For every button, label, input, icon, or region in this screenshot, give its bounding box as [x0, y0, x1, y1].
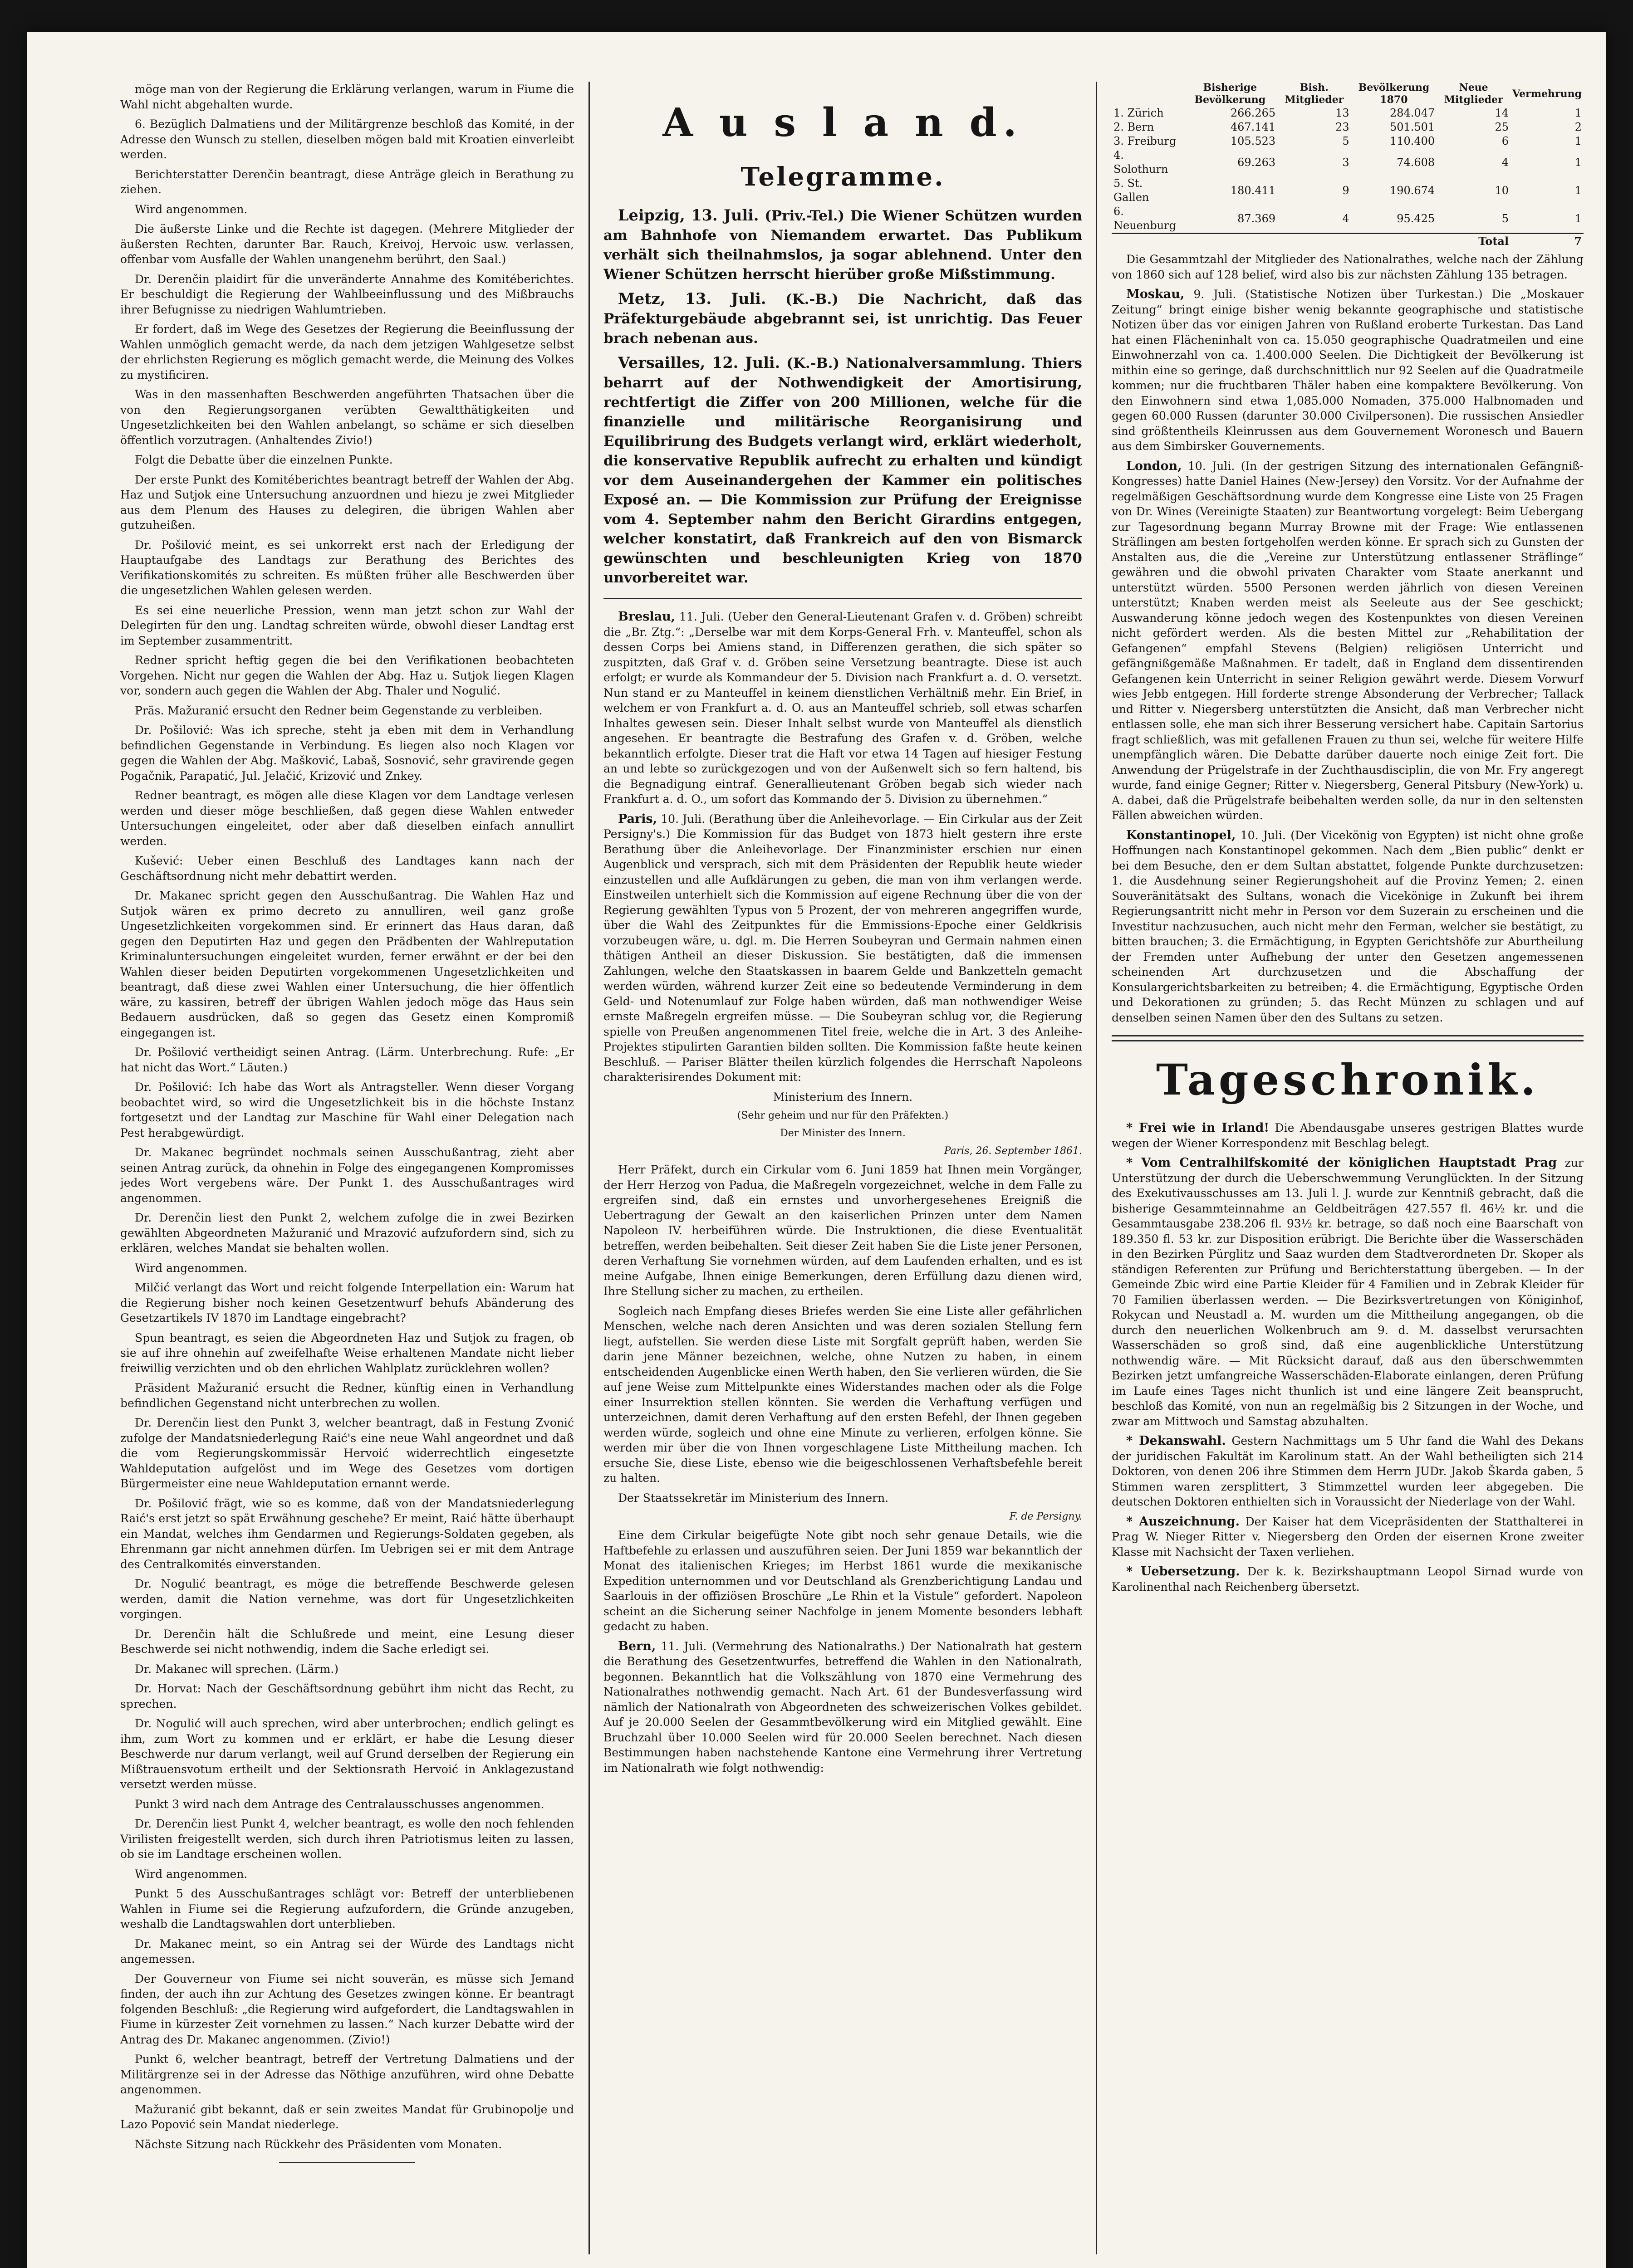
news-lead: * Uebersetzung. [1126, 1564, 1240, 1579]
report-paragraph: Dr. Derenčin liest Punkt 4, welcher beantragt, es wolle den noch fehlenden Virilisten freigestellt werden, sich durch ihren Patriotismus leiten zu lassen, ob sie im Landtage erscheinen wollen. [120, 1817, 574, 1861]
table-header: Bevölkerung 1870 [1358, 82, 1430, 106]
report-paragraph: Dr. Horvat: Nach der Geschäftsordnung gebührt ihm nicht das Recht, zu sprechen. [120, 1682, 574, 1711]
report-paragraph: Redner spricht heftig gegen die bei den Verifikationen beobachteten Vorgehen. Nicht nur gegen die Wahlen der Abg. Haz u. Sutjok liegen Klagen vor, sondern auch gegen die Wahlen der Abg. Thaler und Nogulić. [120, 654, 574, 697]
report-paragraph: Wird angenommen. [135, 202, 248, 216]
table-cell: 5. St. Gallen [1113, 177, 1149, 204]
table-cell: 4 [1342, 212, 1349, 225]
table-row [1112, 148, 1584, 176]
news-text: Die Abendausgabe unseres gestrigen Blattes wurde wegen der Wiener Korrespondenz mit Beschlag belegt. [1112, 1121, 1584, 1150]
table-cell: 180.411 [1230, 184, 1276, 197]
report-paragraph: Milčić verlangt das Wort und reicht folgende Interpellation ein: Warum hat die Regierung bisher noch keinen Gesetzentwurf behufs Abänderung des Gesetzartikels IV 1870 im Landtage eingebracht? [120, 1281, 574, 1325]
document-paragraph: Sogleich nach Empfang dieses Briefes werden Sie eine Liste aller gefährlichen Menschen, welche nach deren Ansichten und was deren sozialen Stellung fern liegt, aufstellen. Sie werden diese Liste mit Sorgfalt geprüft haben, werden Sie darin jene Männer bezeichnen, welche, ohne Nutzen zu haben, in einem entscheidenden Augenblicke einen Werth haben, den Sie verlieren würden, die Sie auf jene Weise zum Mittelpunkte eines Widerstandes machen oder als die Folge einer Insurrektion stellen könnten. Sie werden die Verhaftung verfügen und unterzeichnen, damit deren Verhaftung auf den ersten Befehl, der Ihnen gegeben werden würde, sogleich und ohne eine Minute zu verlieren, erfolgen könne. Sie werden mir über die von Ihnen vorgeschlagene Liste Mittheilung machen. Ich ersuche Sie, diese Liste, ebenso wie die beigeschlossenen Verhaftsbefehle bereit zu halten. [603, 1304, 1082, 1485]
foreign-news [603, 609, 1082, 1085]
table-cell [1277, 234, 1351, 249]
table-cell: 1 [1574, 107, 1582, 119]
table-cell: 2 [1574, 121, 1582, 133]
column-middle [603, 82, 1082, 2268]
report-paragraph: Dr. Pošilović: Was ich spreche, steht ja eben mit dem in Verhandlung befindlichen Gegenstande in Verbindung. Es liegen also noch Klagen vor gegen die Wahlen der Abg. Mašković, Labaš, Sosnović, sehr gravirende gegen Pogačnik, Parapatić, Jul. Jelačić, Krizović und Znkey. [120, 723, 574, 782]
column-rule [1096, 82, 1097, 2254]
table-cell: 501.501 [1389, 121, 1435, 133]
report-paragraph: Redner beantragt, es mögen alle diese Klagen vor dem Landtage verlesen werden und dieser möge beschließen, daß gegen diese Wahlen entweder Untersuchungen eingeleitet, oder aber daß dieselben einfach annullirt werden. [120, 789, 574, 848]
table-total-value: 7 [1510, 234, 1584, 249]
report-paragraph: Was in den massenhaften Beschwerden angeführten Thatsachen über die von den Regierungsorganen verübten Gewaltthätigkeiten und Ungesetzlichkeiten bei den Wahlen anbelangt, so schäme er sich dieselben öffentlich vorzutragen. (Anhaltendes Zivio!) [120, 388, 574, 447]
table-cell: 1 [1574, 184, 1582, 197]
news-text: zur Unterstützung der durch die Ueberschwemmung Verunglückten. In der Sitzung des Exekutivausschusses am 13. Juli l. J. wurde zur Kenntniß gebracht, daß die bisherige Gesammteinnahme an Geldbeiträgen 427.557 fl. 46½ kr. und die Gesammtausgabe 238.206 fl. 93½ kr. betrage, so daß noch eine Baarschaft von 189.350 fl. 53 kr. zur Disposition erübrigt. Die Berichte über die Wasserschäden in den Bezirken Pürglitz und Saaz wurden dem Stadtverordneten Dr. Skoper als ständigen Referenten zur Prüfung und Berichterstattung übergeben. — In der Gemeinde Zbic wird eine Partie Kleider für 4 Familien und in Zebrak Kleider für 70 Familien überlassen werden. — Die Bezirksvertretungen von Königinhof, Rokycan und Neustadl a. M. wurden um die Mittheilung angegangen, ob die durch den neuerlichen Wolkenbruch am 9. d. M. dasselbst verursachten Wasserschäden so groß sind, daß eine augenblickliche Unterstützung nothwendig wäre. — Mit Rücksicht darauf, daß aus den überschwemmten Bezirken jetzt umfangreiche Wasserschäden-Elaborate einlangen, deren Prüfung im Laufe eines Tages nicht thunlich ist und eine längere Zeit beansprucht, beschloß das Komité, von nun an regelmäßig bis 2 Sitzungen in der Woche, und zwar am Mittwoch und Samstag abzuhalten. [1112, 1156, 1584, 1428]
document-subtitle-2: Der Minister des Innern. [780, 1128, 906, 1139]
table-cell: 13 [1335, 107, 1349, 119]
report-paragraph: Dr. Derenčin liest den Punkt 3, welcher beantragt, daß in Festung Zvonić zufolge der Mandatsniederlegung Raić's eine neue Wahl angeordnet und daß die vom Regierungskommissär Hervoić widerrechtlich eingesetzte Wahldeputation aufgelöst und im Wege des Gesetzes vom dortigen Bürgermeister eine neue Wahldeputation ernannt werde. [120, 1416, 574, 1490]
table-cell: 23 [1335, 121, 1349, 133]
document-paragraph: Herr Präfekt, durch ein Cirkular vom 6. Juni 1859 hat Ihnen mein Vorgänger, der Herr Herzog von Padua, die Maßregeln vorgezeichnet, welche in dem Falle zu ergreifen sind, daß ein ernstes und unvorhergesehenes Ereigniß die Uebertragung der Gewalt an den kaiserlichen Prinzen unter dem Namen Napoleon IV. herbeiführen würde. Die Instruktionen, die diese Eventualität betreffen, werden beibehalten. Seit dieser Zeit haben Sie die Liste jener Personen, deren Verhaftung Sie vornehmen würden, auf dem Laufenden erhalten, und es ist meine Aufgabe, Ihnen einige Bemerkungen, deren Erfüllung dazu dienen wird, Ihre Stellung sicher zu machen, zu ertheilen. [603, 1163, 1082, 1298]
table-total-row [1112, 234, 1584, 249]
table-header: Bisherige Bevölkerung [1194, 82, 1266, 106]
news-text: 11. Juli. (Vermehrung des Nationalraths.) Der Nationalrath hat gestern die Berathung des Gesetzentwurfes, betreffend die Wahlen in den Nationalrath, begonnen. Bekanntlich hat die Volkszählung von 1870 eine Vermehrung des Nationalrathes nothwendig gemacht. Nach Art. 61 der Bundesverfassung wird nämlich der Nationalrath von Abgeordneten des schweizerischen Volkes gebildet. Auf je 20.000 Seelen der Gesammtbevölkerung wird ein Mitglied gewählt. Eine Bruchzahl über 10.000 Seelen wird für 20.000 Seelen berechnet. Nach diesen Bestimmungen haben nachstehende Kantone eine Vermehrung ihrer Vertretung im Nationalrath wie folgt nothwendig: [603, 1639, 1082, 1774]
table-cell: 14 [1495, 107, 1509, 119]
table-cell: 4. Solothurn [1113, 149, 1168, 176]
table-cell: 190.674 [1389, 184, 1435, 197]
section-title-ausland: A u s l a n d. [662, 100, 1023, 146]
table-cell: 467.141 [1230, 121, 1276, 133]
table-cell [1183, 234, 1278, 249]
report-paragraph: Wird angenommen. [135, 1867, 248, 1881]
document-paragraph: Der Staatssekretär im Ministerium des Innern. [618, 1491, 889, 1505]
report-paragraph: Dr. Makanec spricht gegen den Ausschußantrag. Die Wahlen Haz und Sutjok wären ex primo decreto zu annulliren, weil ganz große Ungesetzlichkeiten vorgekommen sind. Er erinnert das Haus daran, daß gegen den Deputirten Haz und gegen den Prädbenten der Wahlreputation Kriminaluntersuchungen eingeleitet wurden, ferner erwähnt er der bei den Wahlen dieser beiden Deputirten vorgekommenen Ungesetzlichkeiten und beantragt, daß diese zwei Wahlen einer Untersuchung, die hier öffentlich wäre, zu kassiren, betreff der übrigen Wahlen jedoch möge das Haus sein Bedauern ausdrücken, daß so gegen das Gesetz einen Kompromiß eingegangen ist. [120, 889, 574, 1039]
report-paragraph: Mažuranić gibt bekannt, daß er sein zweites Mandat für Grubinopolje und Lazo Popović sein Mandat niederlege. [120, 2102, 574, 2131]
divider [603, 598, 1082, 599]
table-cell: 1 [1574, 135, 1582, 147]
news-text: (K.-B.) Die Nachricht, daß das Präfekturgebäude abgebrannt sei, ist unrichtig. Das Feuer brach nebenan aus. [603, 291, 1082, 347]
double-divider [1112, 1035, 1584, 1041]
chronicle-item [1112, 1120, 1584, 1151]
report-paragraph: Die äußerste Linke und die Rechte ist dagegen. (Mehrere Mitglieder der äußersten Rechten, darunter Bar. Rauch, Kreivoj, Hervoic usw. verlassen, offenbar vom Ausfalle der Wahlen unangenehm berührt, den Saal.) [120, 222, 574, 266]
daily-chronicle [1112, 1120, 1584, 1594]
news-paragraph: Eine dem Cirkular beigefügte Note gibt noch sehr genaue Details, wie die Haftbefehle zu erlassen und auszuführen seien. Der Juni 1859 war bekanntlich der Monat des italienischen Krieges; im Herbst 1861 wurde die mexikanische Expedition unternommen und vor Deutschland als Grenzberichtigung Landau und Saarlouis in der offiziösen Broschüre „Le Rhin et la Vistule“ gefordert. Napoleon scheint an die Sicherung seiner Nachfolge in jenem Momente besonders lebhaft gedacht zu haben. [603, 1529, 1082, 1633]
document-comment [603, 1528, 1082, 1634]
news-lead: * Frei wie in Irland! [1126, 1121, 1270, 1135]
table-cell [1112, 234, 1183, 249]
news-item-bern [603, 1639, 1082, 1776]
table-cell: 284.047 [1389, 107, 1435, 119]
table-row [1112, 176, 1584, 205]
table-cell [1351, 234, 1437, 249]
table-note [1112, 252, 1584, 282]
table-cell: 1 [1574, 212, 1582, 225]
report-paragraph: Kušević: Ueber einen Beschluß des Landtages kann nach der Geschäftsordnung nicht mehr debattirt werden. [120, 854, 574, 883]
document-body [603, 1162, 1082, 1505]
news-lead: * Dekanswahl. [1126, 1434, 1226, 1448]
foreign-news-continued [1112, 287, 1584, 1025]
news-text: Der k. k. Bezirkshauptmann Leopol Sirnad wurde von Karolinenthal nach Reichenberg übersetzt. [1112, 1565, 1584, 1593]
news-text: 10. Juli. (Der Vicekönig von Egypten) ist nicht ohne große Hoffnungen nach Konstantinopel gekommen. Nach dem „Bien public“ denkt er bei dem Besuche, den er dem Sultan abstattet, folgende Punkte durchzusetzen: 1. die Ausdehnung seiner Regierungshoheit auf die Provinz Yemen; 2. einen Souveränitätsakt des Sultans, wonach die Vicekönige in Zukunft bei ihrem Regierungsantritt nicht mehr in Person vor dem Suzerain zu erscheinen und die Investitur nachzusuchen, auch nicht mehr den Ferman, welcher sie bestätigt, zu bitten brauchen; 3. die Ermächtigung, in Egypten Gerichtshöfe zur Aburtheilung der Fremden unter Aufhebung der unter den Gesetzen angemessenen scheinenden Art durchzusetzen und die Abschaffung der Konsulargerichtsbarkeiten zu betreiben; 4. die Ermächtigung, Egyptische Orden und Dekorationen zu gründen; 5. das Recht Münzen zu schlagen und auf denselben seinen Namen über den des Sultans zu setzen. [1112, 828, 1584, 1024]
report-paragraph: Dr. Makanec meint, so ein Antrag sei der Würde des Landtags nicht angemessen. [120, 1937, 574, 1965]
table-cell: 9 [1342, 184, 1349, 197]
table-cell: 5 [1342, 135, 1349, 147]
news-lead: Bern, [618, 1639, 656, 1653]
news-lead: Paris, [618, 811, 657, 826]
news-lead: * Auszeichnung. [1126, 1514, 1240, 1529]
report-paragraph: möge man von der Regierung die Erklärung verlangen, warum in Fiume die Wahl nicht abgehalten wurde. [120, 83, 574, 111]
table-cell: 2. Bern [1113, 121, 1154, 133]
table-header [1112, 82, 1183, 106]
report-paragraph: Dr. Pošilović frägt, wie so es komme, daß von der Mandatsniederlegung Raić's erst jetzt so spät Erwähnung geschehe? Er meint, Raić hätte überhaupt ein Mandat, welches ihm Gendarmen und Regierungs-Soldaten gegeben, als Ehrenmann gar nicht annehmen dürfen. Im Uebrigen sei er mit dem Antrage des Centralkomités einverstanden. [120, 1496, 574, 1571]
report-paragraph: Präsident Mažuranić ersucht die Redner, künftig einen in Verhandlung befindlichen Gegenstand nicht unterbrechen zu wollen. [120, 1381, 574, 1410]
report-paragraph: Dr. Makanec will sprechen. (Lärm.) [135, 1662, 338, 1676]
news-lead: Metz, 13. Juli. [618, 290, 766, 308]
table-cell: 105.523 [1230, 135, 1276, 147]
news-item [1112, 287, 1584, 454]
news-paragraph: Die Gesammtzahl der Mitglieder des Nationalrathes, welche nach der Zählung von 1860 sich auf 128 belief, wird also bis zur nächsten Zählung 135 betragen. [1112, 253, 1584, 281]
news-lead: Breslau, [618, 610, 676, 624]
column-left [120, 82, 574, 2268]
table-cell: 74.608 [1397, 156, 1435, 169]
report-paragraph: Punkt 6, welcher beantragt, betreff der Vertretung Dalmatiens und der Militärgrenze sei in der Adresse das Nöthige anzuführen, wird ohne Debatte angenommen. [120, 2053, 574, 2096]
end-rule [279, 2162, 415, 2163]
table-header: Bish. Mitglieder [1285, 82, 1344, 106]
news-lead: * Vom Centralhilfskomité der königlichen Hauptstadt Prag [1126, 1156, 1557, 1170]
table-row [1112, 106, 1584, 120]
report-paragraph: Dr. Derenčin liest den Punkt 2, welchem zufolge die in zwei Bezirken gewählten Abgeordneten Mažuranić und Mrazović aufzufordern sind, sich zu erklären, welches Mandat sie behalten wollen. [120, 1211, 574, 1255]
table-cell: 10 [1495, 184, 1509, 197]
table-cell: 3 [1342, 156, 1349, 169]
news-text: (Priv.-Tel.) Die Wiener Schützen wurden am Bahnhofe von Niemandem erwartet. Das Publikum verhält sich theilnahmslos, ja sogar ablehnend. Unter den Wiener Schützen herrscht hierüber große Mißstimmung. [603, 208, 1082, 283]
telegram-item [603, 205, 1082, 284]
news-text: (K.-B.) Nationalversammlung. Thiers beharrt auf der Nothwendigkeit der Amortisirung, rechtfertigt die Ziffer von 200 Millionen, welche für die finanzielle und militärische Reorganisirung und Equilibrirung des Budgets verlangt wird, erklärt wiederholt, die konservative Republik aufrecht zu erhalten und kündigt vor dem Auseinandergehen der Kammer ein politisches Exposé an. — Die Kommission zur Prüfung der Ereignisse vom 4. September nahm den Bericht Girardins entgegen, welcher konstatirt, daß Frankreich auf den von Bismarck gewünschten und beschleunigten Krieg von 1870 unvorbereitet war. [603, 355, 1082, 586]
news-text: 11. Juli. (Ueber den General-Lieutenant Grafen v. d. Gröben) schreibt die „Br. Ztg.“: „Derselbe war mit dem Korps-General Frh. v. Manteuffel, schon als dessen Corps bei Amiens stand, in Differenzen gerathen, die sich später so zuspitzten, daß Graf v. d. Gröben seine Versetzung beantragte. Diese ist auch erfolgt; er wurde als Kommandeur der 5. Division nach Frankfurt a. d. O. versetzt. Nun stand er zu Manteuffel in keinem dienstlichen Verhältniß mehr. Ein Brief, in welchem er von Frankfurt a. d. O. aus an Manteuffel schrieb, soll etwas scharfen Inhaltes gewesen sein. Dieser Inhalt selbst wurde von Manteuffel als dienstlich angesehen. Er beantragte die Bestrafung des Grafen v. d. Gröben, welche bekanntlich erfolgte. Dieser trat die Haft vor etwa 14 Tagen auf hiesiger Festung an und lebte so zurückgezogen und von der Außenwelt sich so fern haltend, bis die Begnadigung eintraf. Generallieutenant Gröben begab sich wieder nach Frankfurt a. d. O., um sofort das Kommando der 5. Division zu übernehmen.“ [603, 610, 1082, 806]
report-paragraph: Berichterstatter Derenčin beantragt, diese Anträge gleich in Berathung zu ziehen. [120, 167, 574, 196]
document-subtitle: (Sehr geheim und nur für den Präfekten.) [737, 1110, 949, 1121]
table-cell: 87.369 [1237, 212, 1276, 225]
news-text: 9. Juli. (Statistische Notizen über Turkestan.) Die „Moskauer Zeitung“ bringt einige bisher wenig bekannte geographische und statistische Notizen über das vor einigen Jahren von Rußland eroberte Turkestan. Das Land hat einen Flächeninhalt von ca. 15.050 geographische Quadratmeilen und eine Einwohnerzahl von ca. 1.400.000 Seelen. Die Dichtigkeit der Bevölkerung ist mithin eine so geringe, daß durchschnittlich nur 92 Seelen auf die Quadratmeile kommen; nur die fruchtbaren Thäler haben eine kompaktere Bevölkerung. Von den Einwohnern sind etwa 1,085.000 Nomaden, 375.000 Halbnomaden und gegen 60.000 Russen (darunter 30.000 Civilpersonen). Die russischen Ansiedler sind größtentheils Kleinrussen aus dem Gouvernement Woronesch und Bauern aus dem Simbirsker Gouvernements. [1112, 288, 1584, 453]
table-cell: 3. Freiburg [1113, 135, 1177, 147]
report-paragraph: Dr. Nogulić beantragt, es möge die betreffende Beschwerde gelesen werden, damit die Nation vernehme, was dort für Ungesetzlichkeiten vorgingen. [120, 1577, 574, 1621]
report-paragraph: Punkt 3 wird nach dem Antrage des Centralausschusses angenommen. [135, 1797, 544, 1811]
nationalrat-table [1112, 82, 1584, 248]
document-header: Ministerium des Innern. [773, 1090, 913, 1104]
chronicle-item [1112, 1514, 1584, 1560]
landtag-report [120, 82, 574, 2152]
report-paragraph: Wird angenommen. [135, 1261, 248, 1275]
news-lead: Versailles, 12. Juli. [618, 354, 780, 371]
report-paragraph: Folgt die Debatte über die einzelnen Punkte. [135, 453, 393, 466]
table-cell: 95.425 [1397, 212, 1435, 225]
report-paragraph: Dr. Derenčin plaidirt für die unveränderte Annahme des Komitéberichtes. Er beschuldigt die Regierung der Wahlbeeinflussung und des Mißbrauchs ihrer Befugnisse zu niedrigen Wahlumtrieben. [120, 272, 574, 316]
table-cell: 6 [1501, 135, 1509, 147]
document-signature: F. de Persigny. [1009, 1511, 1082, 1522]
news-lead: Moskau, [1126, 287, 1185, 301]
news-lead: London, [1126, 459, 1182, 473]
report-paragraph: Dr. Makanec begründet nochmals seinen Ausschußantrag, zieht aber seinen Antrag zurück, da ohnehin in Folge des eingegangenen Kompromisses jedes Wort vergebens wäre. Der Punkt 1. des Ausschußantrages wird angenommen. [120, 1146, 574, 1205]
report-paragraph: Präs. Mažuranić ersucht den Redner beim Gegenstande zu verbleiben. [135, 704, 543, 717]
news-text: Der Kaiser hat dem Vicepräsidenten der Statthalterei in Prag W. Nieger Ritter v. Niegersberg den Orden der eisernen Krone zweiter Klasse mit Nachsicht der Taxen verliehen. [1112, 1515, 1584, 1559]
newspaper-page [27, 32, 1606, 2268]
news-lead: Konstantinopel, [1126, 828, 1236, 842]
table-cell: 25 [1495, 121, 1509, 133]
chronicle-item [1112, 1433, 1584, 1510]
telegram-item [603, 353, 1082, 588]
report-paragraph: Dr. Pošilović meint, es sei unkorrekt erst nach der Erledigung der Hauptaufgabe des Landtags zur Berathung des Berichtes des Verifikationskomités zu schreiten. Es müßten früher alle Beschwerden über die ungesetzlichen Wahlen gelesen werden. [120, 538, 574, 597]
report-paragraph: 6. Bezüglich Dalmatiens und der Militärgrenze beschloß das Komité, in der Adresse den Wunsch zu stellen, dieselben mögen bald mit Kroatien einverleibt werden. [120, 117, 574, 161]
table-cell: 1 [1574, 156, 1582, 169]
news-text: Gestern Nachmittags um 5 Uhr fand die Wahl des Dekans der juridischen Fakultät im Karolinum statt. An der Wahl betheiligten sich 214 Doktoren, von denen 206 ihre Stimmen dem Herrn JUDr. Jakob Škarda gaben, 5 Stimmen waren zersplittert, 3 Stimmzettel wurden leer abgegeben. Die deutschen Doktoren enthielten sich in Voraussicht der Niederlage von der Wahl. [1112, 1434, 1584, 1508]
telegram-list [603, 205, 1082, 588]
table-cell: 6. Neuenburg [1113, 205, 1176, 232]
table-row [1112, 205, 1584, 234]
report-paragraph: Dr. Pošilović: Ich habe das Wort als Antragsteller. Wenn dieser Vorgang beobachtet wird, so wird die Ungesetzlichkeit bis in die höchste Instanz fortgesetzt und der Landtag zur Maschine für Wahl einer Delegation nach Pest herabgewürdigt. [120, 1080, 574, 1139]
table-cell: 1. Zürich [1113, 107, 1164, 119]
report-paragraph: Dr. Pošilović vertheidigt seinen Antrag. (Lärm. Unterbrechung. Rufe: „Er hat nicht das Wort.“ Läuten.) [120, 1046, 574, 1074]
report-paragraph: Nächste Sitzung nach Rückkehr des Präsidenten vom Monaten. [135, 2137, 502, 2151]
news-item [1112, 459, 1584, 823]
news-text: 10. Juli. (In der gestrigen Sitzung des internationalen Gefängniß-Kongresses) hatte Daniel Haines (New-Jersey) den Vorsitz. Vor der Aufnahme der regelmäßigen Geschäftsordnung wurde dem Kongresse eine Liste von 25 Fragen von Dr. Wines (Vereinigte Staaten) zur Beantwortung vorgelegt: Beim Uebergang zur Tagesordnung begann Murray Browne mit der Frage: Wie entlassenen Sträflingen am besten fortgeholfen werden könne. Er sprach sich zu Gunsten der Anstalten aus, die die „Vereine zur Unterstützung entlassener Sträflinge“ gewähren und die obwohl privaten Charakter vom Staate anerkannt und unterstützt würden. 5500 Personen werden jährlich von diesen Vereinen unterstützt; Knaben werden meist als Seeleute aus der See geschickt; Auswanderung könne jedoch wegen des Kostenpunktes von diesen Vereinen nicht gefördert werden. Als die besten Mittel zur „Rehabilitation der Gefangenen“ empfahl Stevens (Belgien) religiösen Unterricht und gefängnißgemäße Maßnahmen. Er tadelt, daß in England dem dissentirenden Gefangenen kein Unterricht in seiner Religion gewährt werde. Diesem Vorwurf wies Jebb entgegen. Hill forderte strenge Absonderung der Verbrecher; Tallack und Ritter v. Niegersberg unterstützten die Ansicht, daß man Verbrecher nicht entlassen solle, ehe man sich ihrer Besserung versichert habe. Capitain Sartorius fragt schließlich, was mit gefallenen Frauen zu thun sei, welche für weitere Hilfe unempfänglich wären. Die Debatte darüber dauerte noch einige Zeit fort. Die Anwendung der Prügelstrafe in der Zuchthausdisciplin, die von Mr. Fry angeregt wurde, fand einige Gegner; Ritter v. Niegersberg, General Pitsbury (New-York) u. A. dabei, daß die Prügelstrafe beibehalten werden solle, da nur in den seltensten Fällen abweichen würden. [1112, 459, 1584, 822]
report-paragraph: Es sei eine neuerliche Pression, wenn man jetzt schon zur Wahl der Delegirten für den ung. Landtag schreiten würde, obwohl dieser Landtag erst im September zusammentritt. [120, 603, 574, 647]
chronicle-item [1112, 1155, 1584, 1429]
news-text: 10. Juli. (Berathung über die Anleihevorlage. — Ein Cirkular aus der Zeit Persigny's.) Die Kommission für das Budget von 1873 hielt gestern ihre erste Berathung über die Anleihevorlage. Der Finanzminister erschien nur einen Augenblick und versprach, sich mit dem Präsidenten der Republik heute wieder einzustellen und alle Aufklärungen zu geben, die man von ihm verlangen werde. Einstweilen unterhielt sich die Kommission auf eigene Rechnung über die von der Regierung gewählten Typus von 5 Prozent, der von mehreren angegriffen wurde, über die Wahl des Zeitpunktes für die Emmissions-Epoche einer Geldkrisis vorzubeugen wäre, u. dgl. m. Die Herren Soubeyran und Germain nahmen einen thätigen Antheil an dieser Diskussion. Sie bestätigten, daß die immensen Zahlungen, welche den Staatskassen in baarem Gelde und Bankzetteln gemacht werden würden, während kurzer Zeit eine so bedeutende Verminderung in dem Geld- und Notenumlauf zur Folge haben würden, daß man nothwendiger Weise ernste Maßregeln ergreifen müsse. — Die Soubeyran schlug vor, die Regierung spielle von Preußen angenommenen Titel freie, welche die in Art. 3 des Anleihe-Projektes stipulirten Garantien bilden sollten. Die Kommission faßte heute keinen Beschluß. — Pariser Blätter theilen kürzlich folgendes die Herrschaft Napoleons charakterisirendes Dokument mit: [603, 812, 1082, 1084]
table-row [1112, 120, 1584, 134]
report-paragraph: Der erste Punkt des Komitéberichtes beantragt betreff der Wahlen der Abg. Haz und Sutjok eine Untersuchung anzuordnen und hiezu je zwei Mitglieder aus dem Plenum des Hauses zu delegiren, die übrigen Wahlen aber gutzuheißen. [120, 473, 574, 532]
table-cell: 110.400 [1389, 135, 1435, 147]
news-item [603, 609, 1082, 807]
report-paragraph: Spun beantragt, es seien die Abgeordneten Haz und Sutjok zu fragen, ob sie auf ihre ohnehin auf zweifelhafte Weise erhaltenen Mandate nicht lieber freiwillig verzichten und ob den ehrlichen Wahlplatz zurücklehren wollen? [120, 1331, 574, 1375]
telegram-item [603, 289, 1082, 348]
table-cell: 266.265 [1230, 107, 1276, 119]
report-paragraph: Dr. Derenčin hält die Schlußrede und meint, eine Lesung dieser Beschwerde sei nicht nothwendig, indem die Sache erledigt sei. [120, 1627, 574, 1656]
table-total-label: Total [1437, 234, 1510, 249]
table-cell: 4 [1501, 156, 1509, 169]
table-cell: 69.263 [1237, 156, 1276, 169]
news-item [1112, 828, 1584, 1026]
column-right [1112, 82, 1584, 2268]
chronicle-item [1112, 1564, 1584, 1594]
report-paragraph: Er fordert, daß im Wege des Gesetzes der Regierung die Beeinflussung der Wahlen unmöglich gemacht werde, da nach dem jetzigen Wahlgesetze selbst der ehrlichsten Regierung es möglich gemacht werde, die Meinung des Volkes zu mystificiren. [120, 323, 574, 381]
section-title-tageschronik: Tageschronik. [1156, 1055, 1540, 1105]
report-paragraph: Punkt 5 des Ausschußantrages schlägt vor: Betreff der unterbliebenen Wahlen in Fiume sei die Regierung aufzufordern, die Gründe anzugeben, weshalb die Landtagswahlen dort unterblieben. [120, 1887, 574, 1931]
table-cell: 5 [1501, 212, 1509, 225]
report-paragraph: Dr. Nogulić will auch sprechen, wird aber unterbrochen; endlich gelingt es ihm, zum Wort zu kommen und er erklärt, er habe die Lesung dieser Beschwerde nur darum verlangt, weil auf Grund derselben der Regierung ein Mißtrauensvotum ertheilt und der Sektionsrath Hervoić in Anklagezustand versetzt werden müsse. [120, 1717, 574, 1791]
news-lead: Leipzig, 13. Juli. [618, 206, 759, 224]
report-paragraph: Der Gouverneur von Fiume sei nicht souverän, es müsse sich Jemand finden, der auch ihn zur Achtung des Gesetzes zwingen könne. Er beantragt folgenden Beschluß: „die Regierung wird aufgefordert, die Landtagswahlen in Fiume in kürzester Zeit vornehmen zu lassen.“ Nach kurzer Debatte wird der Antrag des Dr. Makanec angenommen. (Zivio!) [120, 1972, 574, 2046]
table-header: Vermehrung [1512, 88, 1582, 100]
column-rule [588, 82, 590, 2254]
table-row [1112, 134, 1584, 148]
news-item [603, 811, 1082, 1085]
table-header: Neue Mitglieder [1444, 82, 1503, 106]
document-date: Paris, 26. September 1861. [944, 1145, 1082, 1157]
section-title-telegramme: Telegramme. [740, 162, 945, 192]
